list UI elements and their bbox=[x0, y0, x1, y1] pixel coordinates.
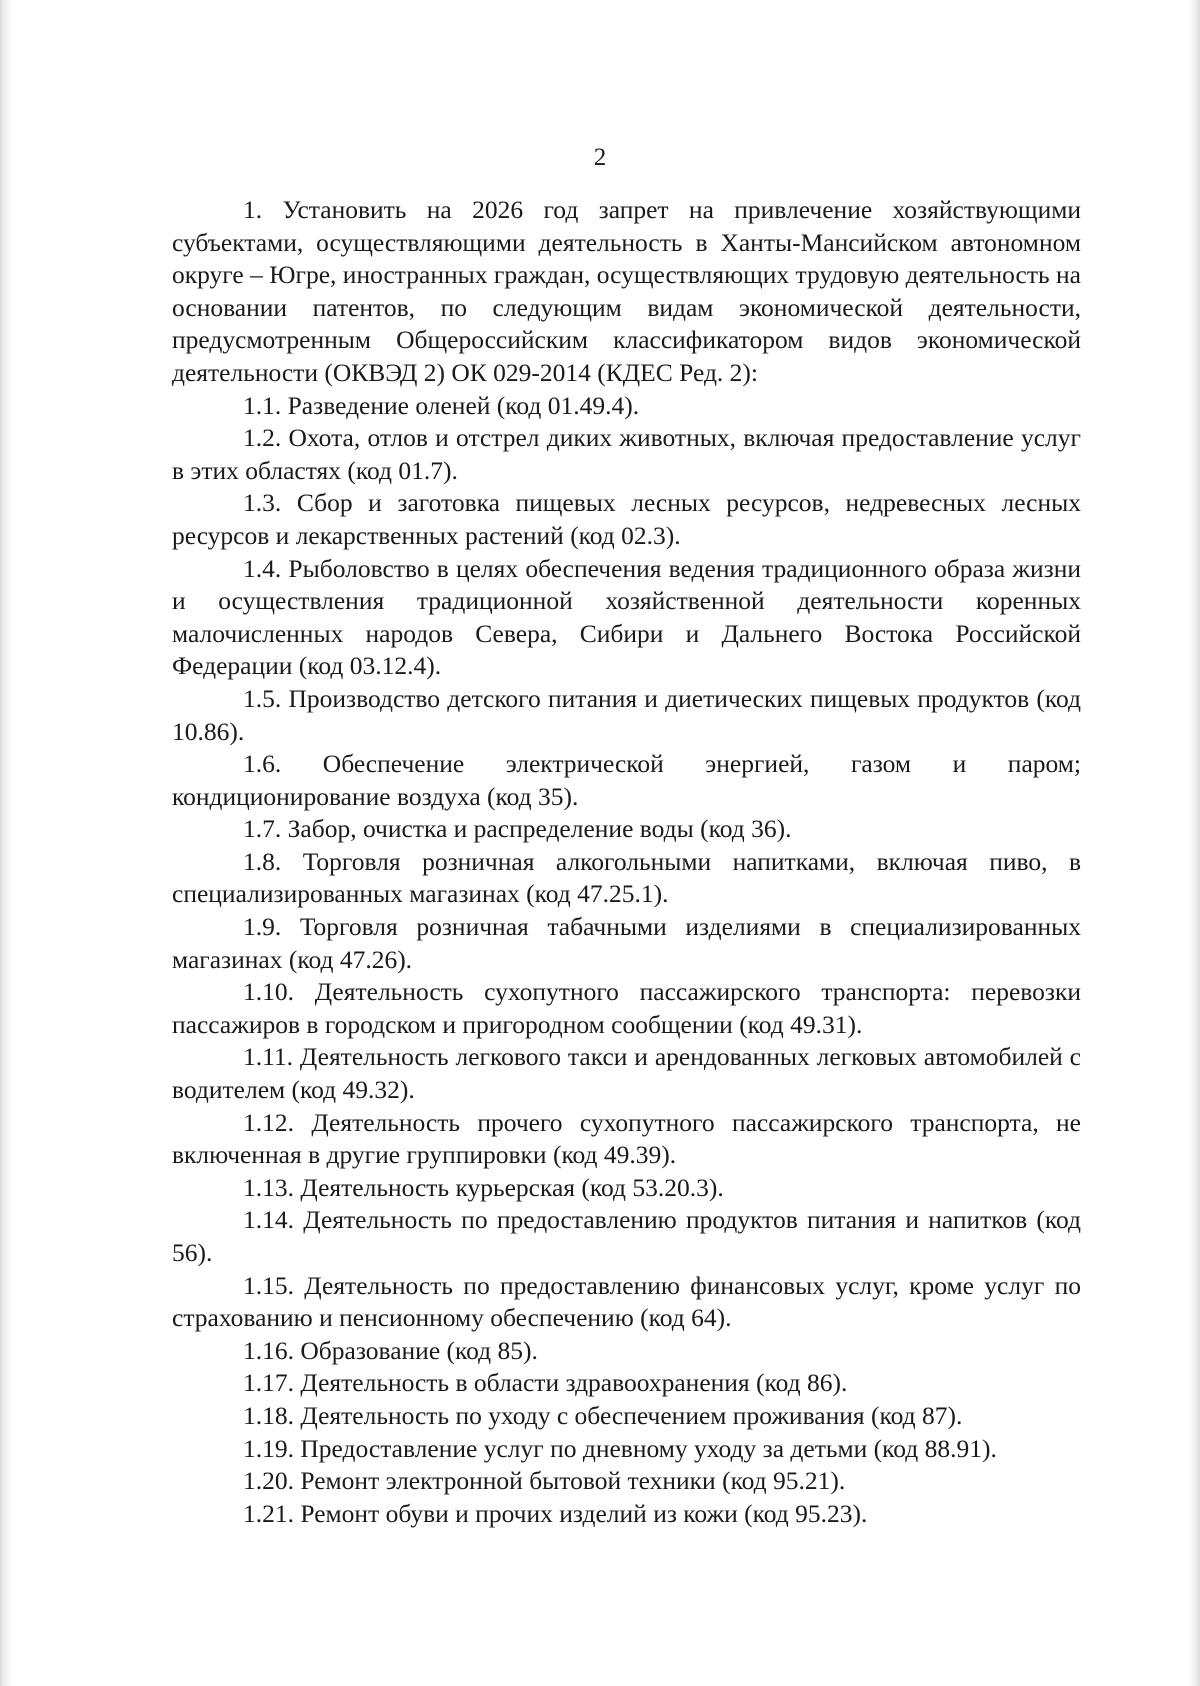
page-number: 2 bbox=[593, 144, 607, 171]
list-item-1-20: 1.20. Ремонт электронной бытовой техники (код 95.21). bbox=[243, 1466, 846, 1496]
list-item-1-4: 1.4. Рыболовство в целях обеспечения ведения традиционного образа жизни и осуществления традиционной хозяйственной деятельности коренных малочисленных народов Севера, Сибири и Дальнего Востока Российской Федерации (код 03.12.4). bbox=[172, 553, 1081, 681]
list-item-1-16: 1.16. Образование (код 85). bbox=[243, 1335, 538, 1365]
list-item-1-1: 1.1. Разведение оленей (код 01.49.4). bbox=[243, 390, 640, 420]
scan-edge-left bbox=[0, 0, 14, 1686]
scan-edge-right bbox=[1188, 0, 1200, 1686]
list-item-1-14: 1.14. Деятельность по предоставлению продуктов питания и напитков (код 56). bbox=[172, 1205, 1081, 1267]
list-item-1-12: 1.12. Деятельность прочего сухопутного пассажирского транспорта, не включенная в другие группировки (код 49.39). bbox=[172, 1107, 1081, 1170]
paragraph-intro: 1. Установить на 2026 год запрет на привлечение хозяйствующими субъектами, осуществляющими деятельность в Ханты-Мансийском автономном округе – Югре, иностранных граждан, осуществляющих трудовую деятельность на основании патентов, по следующим видам экономической деятельности, предусмотренным Общероссийским классификатором видов экономической деятельности (ОКВЭД 2) ОК 029-2014 (КДЕС Ред. 2): bbox=[172, 195, 1081, 387]
list-item-1-10: 1.10. Деятельность сухопутного пассажирского транспорта: перевозки пассажиров в городском и пригородном сообщении (код 49.31). bbox=[172, 977, 1081, 1039]
list-item-1-9: 1.9. Торговля розничная табачными изделиями в специализированных магазинах (код 47.26). bbox=[172, 912, 1081, 974]
list-item-1-3: 1.3. Сбор и заготовка пищевых лесных ресурсов, недревесных лесных ресурсов и лекарственных растений (код 02.3). bbox=[172, 488, 1081, 550]
list-item-1-15: 1.15. Деятельность по предоставлению финансовых услуг, кроме услуг по страхованию и пенсионному обеспечению (код 64). bbox=[172, 1270, 1081, 1333]
document-body bbox=[172, 194, 1081, 1530]
list-item-1-21: 1.21. Ремонт обуви и прочих изделий из кожи (код 95.23). bbox=[243, 1498, 868, 1528]
list-item-1-6: 1.6. Обеспечение электрической энергией, газом и паром; кондиционирование воздуха (код 35). bbox=[172, 749, 1081, 811]
list-item-1-13: 1.13. Деятельность курьерская (код 53.20.3). bbox=[243, 1172, 724, 1202]
list-item-1-19: 1.19. Предоставление услуг по дневному уходу за детьми (код 88.91). bbox=[243, 1433, 997, 1463]
list-item-1-5: 1.5. Производство детского питания и диетических пищевых продуктов (код 10.86). bbox=[172, 683, 1081, 746]
list-item-1-8: 1.8. Торговля розничная алкогольными напитками, включая пиво, в специализированных магазинах (код 47.25.1). bbox=[172, 846, 1081, 909]
list-item-1-18: 1.18. Деятельность по уходу с обеспечением проживания (код 87). bbox=[243, 1400, 963, 1430]
list-item-1-7: 1.7. Забор, очистка и распределение воды (код 36). bbox=[243, 814, 792, 844]
list-item-1-11: 1.11. Деятельность легкового такси и арендованных легковых автомобилей с водителем (код 49.32). bbox=[172, 1042, 1081, 1105]
list-item-1-2: 1.2. Охота, отлов и отстрел диких животных, включая предоставление услуг в этих областях (код 01.7). bbox=[172, 423, 1081, 485]
list-item-1-17: 1.17. Деятельность в области здравоохранения (код 86). bbox=[243, 1368, 848, 1398]
